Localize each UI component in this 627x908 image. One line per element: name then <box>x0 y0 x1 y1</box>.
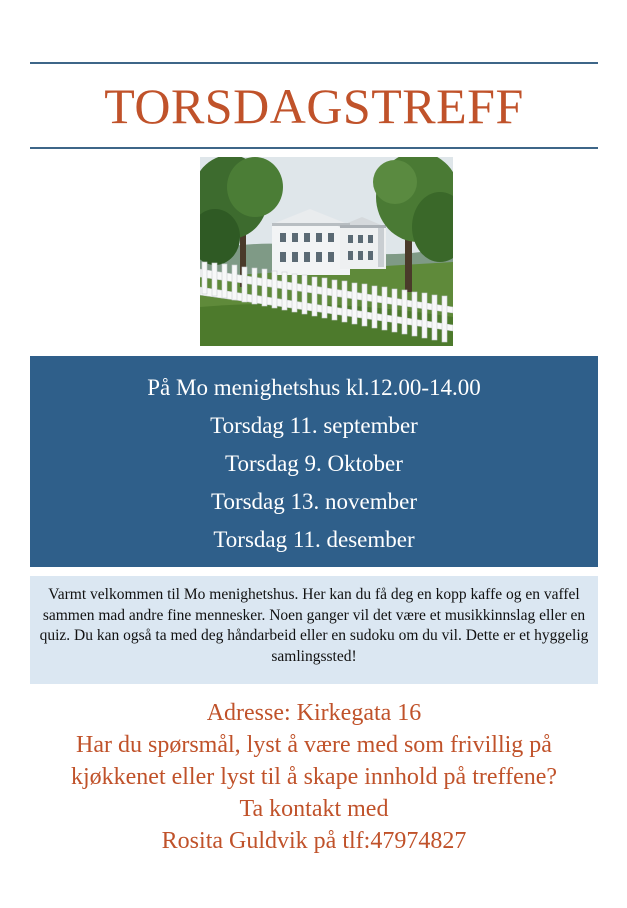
schedule-location: På Mo menighetshus kl.12.00-14.00 <box>147 375 481 400</box>
welcome-text: Varmt velkommen til Mo menighetshus. Her kan du få deg en kopp kaffe og en vaffel sammen mad andre fine mennesker. Noen ganger vil det være et musikkinnslag eller en quiz. Du kan også ta med deg håndarbeid eller en sudoku om du vil. Dette er et hyggelig samlingssted! <box>30 576 598 684</box>
question-line-2: kjøkkenet eller lyst til å skape innhold på treffene? <box>70 764 558 790</box>
schedule-box <box>30 356 598 567</box>
schedule-date: Torsdag 11. desember <box>213 527 415 552</box>
schedule-date: Torsdag 9. Oktober <box>225 451 403 476</box>
bottom-rule <box>30 147 598 149</box>
schedule-date: Torsdag 11. september <box>210 413 418 438</box>
contact-block <box>30 697 598 857</box>
top-rule <box>30 62 598 64</box>
schedule-date: Torsdag 13. november <box>211 489 417 514</box>
house-photo <box>200 157 453 346</box>
page-title: TORSDAGSTREFF <box>104 78 524 134</box>
contact-cta: Ta kontakt med <box>239 796 389 822</box>
contact-person: Rosita Guldvik på tlf:47974827 <box>161 828 467 854</box>
address: Adresse: Kirkegata 16 <box>206 700 422 726</box>
question-line-1: Har du spørsmål, lyst å være med som frivillig på <box>76 732 552 758</box>
